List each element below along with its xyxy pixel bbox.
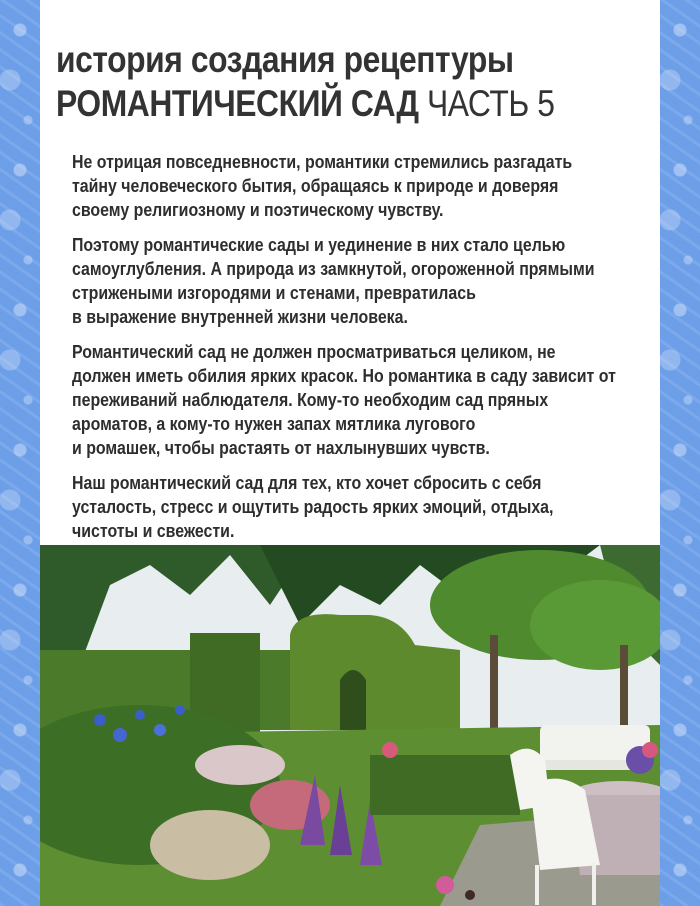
text-line: переживаний наблюдателя. Кому-то необходим сад пряных — [72, 389, 549, 410]
right-floral-border — [660, 0, 700, 906]
text-line: Не отрицая повседневности, романтики стремились разгадать — [72, 151, 573, 172]
paragraph-3 — [72, 340, 622, 460]
left-floral-border — [0, 0, 40, 906]
text-line: должен иметь обилия ярких красок. Но романтика в саду зависит от — [72, 365, 616, 386]
title-line-2-part: ЧАСТЬ 5 — [418, 83, 555, 124]
text-line: Романтический сад не должен просматриваться целиком, не — [72, 341, 556, 362]
garden-photo — [40, 545, 660, 906]
text-line: усталость, стресс и ощутить радость ярких эмоций, отдыха, — [72, 496, 554, 517]
text-line: и ромашек, чтобы растаять от нахлынувших чувств. — [72, 437, 490, 458]
title-line-1: история создания рецептуры — [56, 39, 514, 80]
text-line: ароматов, а кому-то нужен запах мятлика лугового — [72, 413, 476, 434]
text-line: тайну человеческого бытия, обращаясь к природе и доверяя — [72, 175, 559, 196]
text-panel — [40, 0, 660, 545]
text-line: Поэтому романтические сады и уединение в них стало целью — [72, 234, 566, 255]
text-line: в выражение внутренней жизни человека. — [72, 306, 408, 327]
paragraph-4 — [72, 471, 622, 543]
text-line: стрижеными изгородями и стенами, превратилась — [72, 282, 476, 303]
text-line: чистоты и свежести. — [72, 520, 235, 541]
text-line: самоуглубления. А природа из замкнутой, огороженной прямыми — [72, 258, 595, 279]
page-title — [56, 38, 555, 126]
article-body — [72, 150, 622, 554]
text-line: Наш романтический сад для тех, кто хочет сбросить с себя — [72, 472, 542, 493]
paragraph-1 — [72, 150, 622, 222]
text-line: своему религиозному и поэтическому чувству. — [72, 199, 444, 220]
paragraph-2 — [72, 233, 622, 329]
title-line-2-bold: РОМАНТИЧЕСКИЙ САД — [56, 83, 419, 124]
